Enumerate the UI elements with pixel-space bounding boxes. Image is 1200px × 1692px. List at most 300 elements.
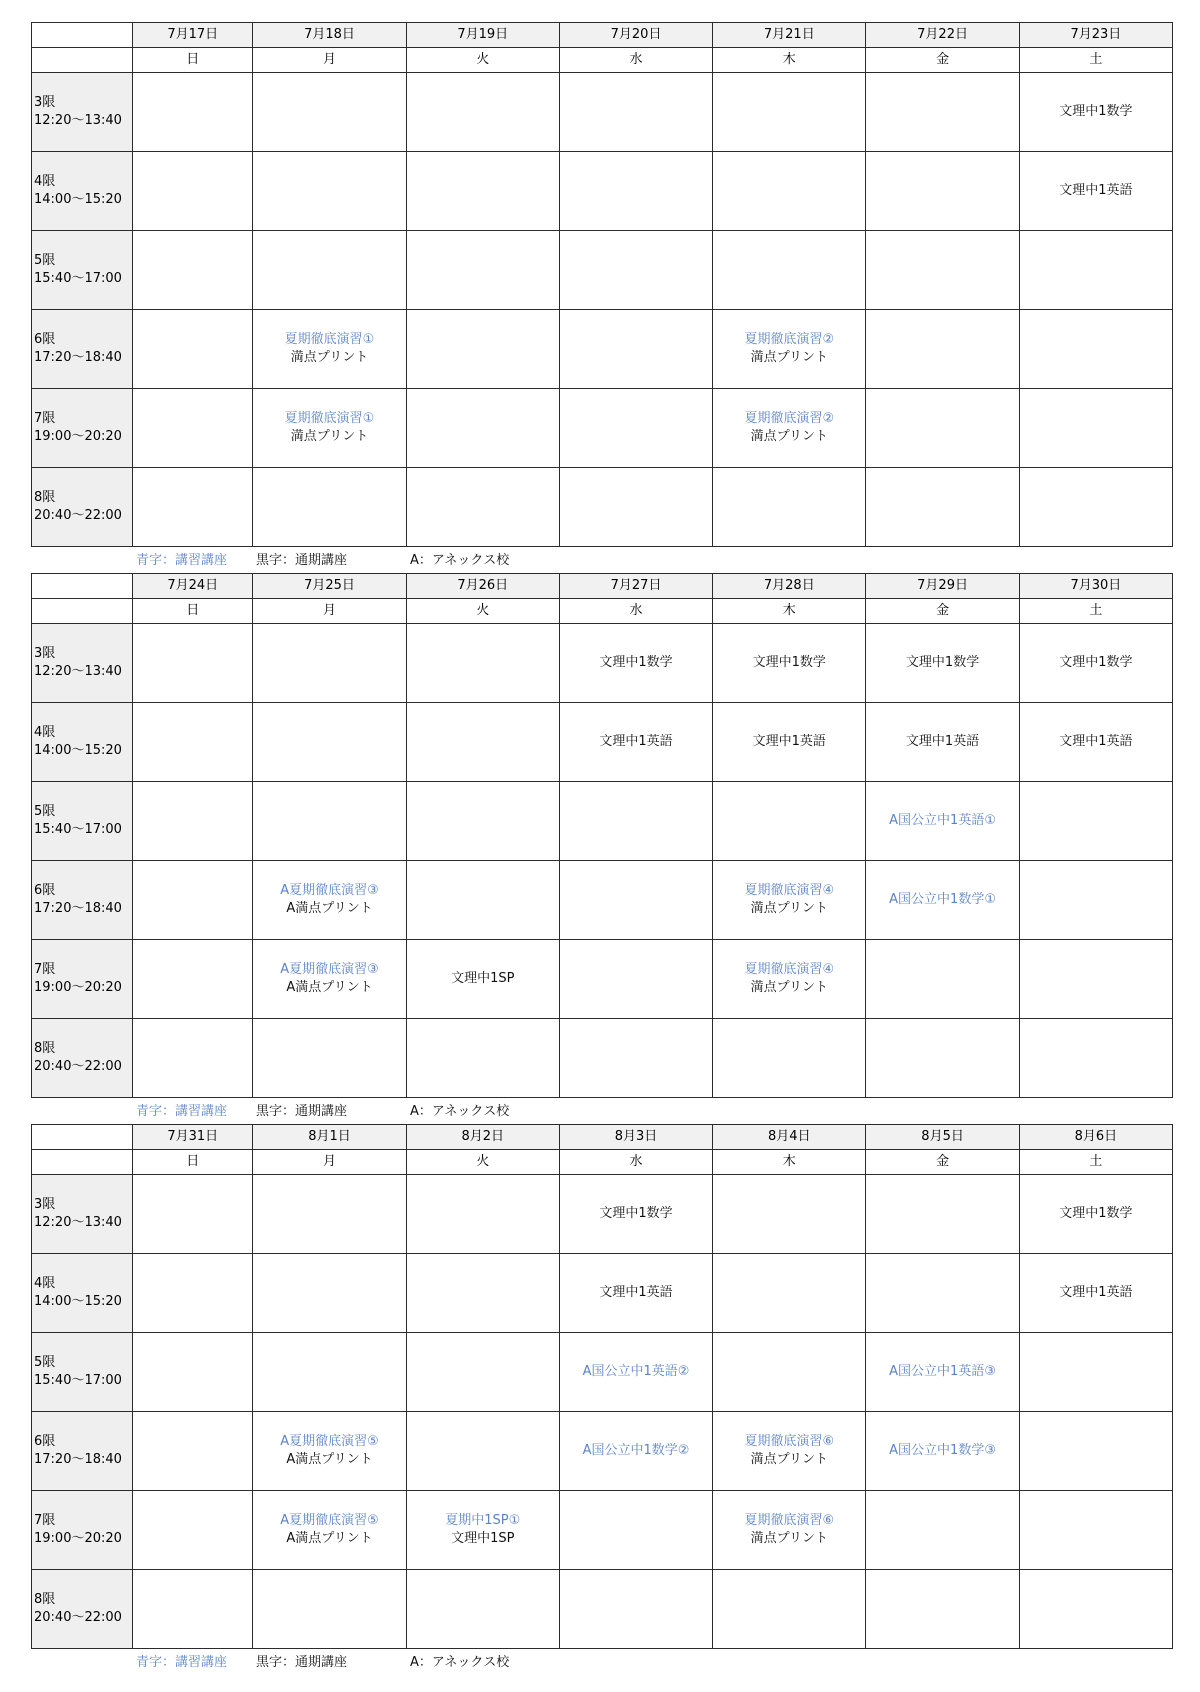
date-header: 8月2日 [406, 1125, 559, 1150]
seasonal-course: A国公立中1英語② [582, 1364, 690, 1379]
seasonal-course: 夏期徹底演習② [744, 411, 835, 426]
schedule-cell [559, 152, 712, 231]
period-name: 3限 [34, 1197, 56, 1212]
schedule-cell [406, 73, 559, 152]
schedule-cell [1019, 703, 1172, 782]
schedule-cell [1019, 389, 1172, 468]
schedule-cell [713, 1570, 866, 1649]
regular-course: 文理中1英語 [1059, 734, 1133, 749]
period-time: 14:00～15:20 [34, 743, 122, 758]
weekday-header: 木 [713, 48, 866, 73]
schedule-cell [406, 861, 559, 940]
schedule-cell [406, 1412, 559, 1491]
schedule-cell [133, 231, 253, 310]
schedule-cell [866, 703, 1019, 782]
week-schedule-3 [31, 1124, 1173, 1649]
schedule-cell [713, 940, 866, 1019]
corner-cell [32, 48, 133, 73]
date-header: 7月31日 [133, 1125, 253, 1150]
schedule-cell [713, 389, 866, 468]
schedule-cell [713, 1175, 866, 1254]
weekday-header: 日 [133, 599, 253, 624]
schedule-cell [133, 310, 253, 389]
period-label [32, 1175, 133, 1254]
regular-course: 文理中1英語 [905, 734, 980, 749]
schedule-cell [406, 1491, 559, 1570]
period-name: 5限 [34, 1355, 56, 1370]
seasonal-course: A夏期徹底演習③ [280, 883, 379, 898]
period-name: 3限 [34, 646, 56, 661]
legend-annex-label: A：アネックス校 [410, 1655, 510, 1670]
schedule-cell [713, 1254, 866, 1333]
schedule-cell [133, 1019, 253, 1098]
period-label [32, 152, 133, 231]
regular-course: 文理中1SP [451, 1531, 515, 1546]
schedule-cell [253, 1254, 406, 1333]
schedule-cell [133, 389, 253, 468]
schedule-cell [253, 231, 406, 310]
schedule-cell [559, 940, 712, 1019]
period-time: 12:20～13:40 [34, 113, 122, 128]
schedule-cell [866, 231, 1019, 310]
regular-course: 満点プリント [290, 429, 369, 444]
period-time: 15:40～17:00 [34, 1373, 122, 1388]
schedule-cell [713, 73, 866, 152]
period-name: 8限 [34, 1592, 56, 1607]
regular-course: A満点プリント [286, 980, 373, 995]
schedule-cell [713, 703, 866, 782]
period-label [32, 1491, 133, 1570]
weekday-header: 月 [253, 48, 406, 73]
schedule-cell [866, 1019, 1019, 1098]
weekday-header: 火 [406, 599, 559, 624]
schedule-cell [866, 468, 1019, 547]
seasonal-course: 夏期徹底演習⑥ [744, 1434, 835, 1449]
schedule-cell [713, 152, 866, 231]
schedule-cell [133, 703, 253, 782]
schedule-cell [133, 940, 253, 1019]
date-header: 7月30日 [1019, 574, 1172, 599]
period-time: 19:00～20:20 [34, 980, 122, 995]
schedule-cell [406, 1254, 559, 1333]
date-header: 7月18日 [253, 23, 406, 48]
schedule-cell [559, 1175, 712, 1254]
schedule-cell [713, 1412, 866, 1491]
schedule-cell [713, 1491, 866, 1570]
seasonal-course: A夏期徹底演習⑤ [280, 1434, 379, 1449]
schedule-cell [253, 1019, 406, 1098]
date-header: 7月27日 [559, 574, 712, 599]
regular-course: A満点プリント [286, 1531, 373, 1546]
timetable [31, 1124, 1173, 1649]
schedule-cell [559, 468, 712, 547]
schedule-cell [253, 782, 406, 861]
period-label [32, 310, 133, 389]
schedule-cell [133, 782, 253, 861]
period-time: 12:20～13:40 [34, 1215, 122, 1230]
weekday-header: 月 [253, 599, 406, 624]
seasonal-course: 夏期徹底演習② [744, 332, 835, 347]
schedule-cell [133, 1570, 253, 1649]
period-time: 19:00～20:20 [34, 1531, 122, 1546]
period-label [32, 703, 133, 782]
date-header: 7月21日 [713, 23, 866, 48]
schedule-cell [1019, 1412, 1172, 1491]
period-label [32, 940, 133, 1019]
legend-annex-label: A：アネックス校 [410, 553, 510, 568]
regular-course: 文理中1数学 [1059, 655, 1133, 670]
schedule-cell [559, 389, 712, 468]
period-time: 19:00～20:20 [34, 429, 122, 444]
period-row [32, 389, 1173, 468]
schedule-cell [406, 703, 559, 782]
weekday-header: 水 [559, 48, 712, 73]
schedule-cell [559, 1491, 712, 1570]
seasonal-course: 夏期徹底演習① [284, 411, 375, 426]
schedule-cell [866, 389, 1019, 468]
schedule-cell [133, 1175, 253, 1254]
seasonal-course: 夏期中1SP① [445, 1513, 521, 1528]
schedule-cell [253, 1333, 406, 1412]
seasonal-course: A国公立中1数学② [582, 1443, 690, 1458]
date-header: 7月22日 [866, 23, 1019, 48]
schedule-cell [133, 1412, 253, 1491]
date-header: 7月26日 [406, 574, 559, 599]
schedule-cell [866, 624, 1019, 703]
weekday-header: 月 [253, 1150, 406, 1175]
period-row [32, 861, 1173, 940]
date-header: 8月1日 [253, 1125, 406, 1150]
period-name: 6限 [34, 332, 56, 347]
regular-course: A満点プリント [286, 901, 373, 916]
period-row [32, 1491, 1173, 1570]
legend-black-label: 黒字：通期講座 [256, 1655, 348, 1670]
period-label [32, 468, 133, 547]
schedule-cell [253, 861, 406, 940]
schedule-cell [406, 1333, 559, 1412]
period-row [32, 468, 1173, 547]
schedule-cell [1019, 624, 1172, 703]
schedule-cell [133, 73, 253, 152]
period-label [32, 231, 133, 310]
timetable [31, 573, 1173, 1098]
corner-cell [32, 23, 133, 48]
date-header: 7月19日 [406, 23, 559, 48]
schedule-cell [559, 861, 712, 940]
period-row [32, 1254, 1173, 1333]
schedule-cell [559, 1412, 712, 1491]
period-label [32, 73, 133, 152]
period-time: 14:00～15:20 [34, 192, 122, 207]
weekday-header: 金 [866, 48, 1019, 73]
date-header: 8月3日 [559, 1125, 712, 1150]
schedule-cell [866, 940, 1019, 1019]
period-row [32, 310, 1173, 389]
weekday-header: 日 [133, 48, 253, 73]
schedule-cell [253, 73, 406, 152]
regular-course: 満点プリント [750, 1452, 829, 1467]
date-header: 7月28日 [713, 574, 866, 599]
schedule-cell [866, 782, 1019, 861]
period-name: 8限 [34, 1041, 56, 1056]
schedule-cell [866, 1412, 1019, 1491]
schedule-cell [866, 1254, 1019, 1333]
regular-course: 文理中1数学 [1059, 104, 1133, 119]
schedule-cell [866, 1491, 1019, 1570]
period-time: 15:40～17:00 [34, 822, 122, 837]
schedule-cell [1019, 1333, 1172, 1412]
legend-blue-label: 青字：講習講座 [136, 1104, 228, 1119]
seasonal-course: A国公立中1数学③ [889, 1443, 996, 1458]
schedule-cell [253, 1412, 406, 1491]
period-time: 20:40～22:00 [34, 1610, 122, 1625]
seasonal-course: A夏期徹底演習⑤ [280, 1513, 379, 1528]
regular-course: 満点プリント [750, 350, 829, 365]
schedule-cell [866, 73, 1019, 152]
date-header: 7月17日 [133, 23, 253, 48]
regular-course: 満点プリント [290, 350, 369, 365]
schedule-cell [406, 624, 559, 703]
weekday-header: 日 [133, 1150, 253, 1175]
regular-course: A満点プリント [286, 1452, 373, 1467]
schedule-cell [1019, 1019, 1172, 1098]
schedule-cell [559, 1254, 712, 1333]
schedule-cell [713, 782, 866, 861]
schedule-cell [253, 1491, 406, 1570]
schedule-cell [406, 940, 559, 1019]
period-row [32, 782, 1173, 861]
schedule-cell [253, 703, 406, 782]
regular-course: 文理中1数学 [1059, 1206, 1133, 1221]
date-header: 7月23日 [1019, 23, 1172, 48]
schedule-cell [406, 231, 559, 310]
period-time: 20:40～22:00 [34, 508, 122, 523]
weekday-header: 木 [713, 599, 866, 624]
schedule-cell [559, 1570, 712, 1649]
schedule-cell [1019, 782, 1172, 861]
schedule-cell [559, 624, 712, 703]
regular-course: 文理中1数学 [905, 655, 980, 670]
regular-course: 文理中1英語 [599, 1285, 673, 1300]
regular-course: 文理中1英語 [1059, 183, 1133, 198]
period-time: 15:40～17:00 [34, 271, 122, 286]
legend-blue-label: 青字：講習講座 [136, 553, 228, 568]
week-schedule-2 [31, 573, 1173, 1098]
seasonal-course: 夏期徹底演習① [284, 332, 375, 347]
regular-course: 満点プリント [750, 901, 829, 916]
schedule-cell [713, 310, 866, 389]
schedule-cell [253, 468, 406, 547]
regular-course: 文理中1SP [451, 971, 515, 986]
schedule-cell [406, 782, 559, 861]
weekday-header: 土 [1019, 48, 1172, 73]
period-time: 17:20～18:40 [34, 1452, 122, 1467]
schedule-cell [866, 152, 1019, 231]
regular-course: 満点プリント [750, 1531, 829, 1546]
schedule-cell [133, 152, 253, 231]
schedule-cell [406, 1570, 559, 1649]
schedule-cell [1019, 1254, 1172, 1333]
period-row [32, 624, 1173, 703]
schedule-cell [133, 1333, 253, 1412]
period-name: 5限 [34, 253, 56, 268]
schedule-cell [133, 861, 253, 940]
date-header: 7月29日 [866, 574, 1019, 599]
weekday-header: 火 [406, 1150, 559, 1175]
period-time: 17:20～18:40 [34, 350, 122, 365]
seasonal-course: A国公立中1数学① [889, 892, 996, 907]
schedule-cell [559, 231, 712, 310]
period-row [32, 1333, 1173, 1412]
period-name: 7限 [34, 1513, 56, 1528]
weekday-header: 土 [1019, 1150, 1172, 1175]
schedule-cell [253, 152, 406, 231]
schedule-cell [1019, 152, 1172, 231]
legend-black-label: 黒字：通期講座 [256, 553, 348, 568]
period-name: 3限 [34, 95, 56, 110]
schedule-cell [133, 624, 253, 703]
schedule-cell [559, 73, 712, 152]
schedule-cell [253, 1175, 406, 1254]
schedule-cell [1019, 1570, 1172, 1649]
seasonal-course: A国公立中1英語① [889, 813, 996, 828]
schedule-cell [713, 1019, 866, 1098]
schedule-cell [1019, 231, 1172, 310]
period-label [32, 1570, 133, 1649]
weekday-header: 水 [559, 1150, 712, 1175]
weekday-header: 土 [1019, 599, 1172, 624]
period-name: 8限 [34, 490, 56, 505]
schedule-cell [1019, 73, 1172, 152]
regular-course: 文理中1数学 [752, 655, 826, 670]
period-row [32, 1412, 1173, 1491]
period-label [32, 782, 133, 861]
schedule-cell [559, 1333, 712, 1412]
date-header: 7月25日 [253, 574, 406, 599]
schedule-cell [253, 624, 406, 703]
schedule-cell [133, 468, 253, 547]
schedule-cell [866, 1333, 1019, 1412]
schedule-cell [406, 1019, 559, 1098]
period-label [32, 389, 133, 468]
corner-cell [32, 1125, 133, 1150]
schedule-cell [866, 1570, 1019, 1649]
period-name: 6限 [34, 883, 56, 898]
schedule-cell [133, 1254, 253, 1333]
regular-course: 文理中1数学 [599, 655, 673, 670]
seasonal-course: 夏期徹底演習④ [744, 883, 835, 898]
schedule-cell [406, 152, 559, 231]
schedule-cell [253, 940, 406, 1019]
weekday-header: 金 [866, 599, 1019, 624]
period-name: 4限 [34, 725, 56, 740]
period-row [32, 1175, 1173, 1254]
period-name: 7限 [34, 962, 56, 977]
period-name: 4限 [34, 1276, 56, 1291]
schedule-cell [406, 389, 559, 468]
weekday-header: 水 [559, 599, 712, 624]
period-row [32, 940, 1173, 1019]
period-name: 4限 [34, 174, 56, 189]
weekday-header: 火 [406, 48, 559, 73]
regular-course: 文理中1英語 [599, 734, 673, 749]
legend-annex-label: A：アネックス校 [410, 1104, 510, 1119]
period-row [32, 703, 1173, 782]
schedule-cell [866, 1175, 1019, 1254]
schedule-cell [1019, 940, 1172, 1019]
corner-cell [32, 1150, 133, 1175]
period-time: 12:20～13:40 [34, 664, 122, 679]
period-label [32, 1019, 133, 1098]
legend-black-label: 黒字：通期講座 [256, 1104, 348, 1119]
period-label [32, 1254, 133, 1333]
schedule-cell [253, 310, 406, 389]
legend-blue-label: 青字：講習講座 [136, 1655, 228, 1670]
schedule-cell [559, 703, 712, 782]
schedule-cell [713, 861, 866, 940]
schedule-cell [253, 389, 406, 468]
period-row [32, 1570, 1173, 1649]
period-name: 6限 [34, 1434, 56, 1449]
period-row [32, 152, 1173, 231]
schedule-cell [713, 624, 866, 703]
schedule-cell [1019, 1175, 1172, 1254]
regular-course: 満点プリント [750, 980, 829, 995]
schedule-cell [713, 1333, 866, 1412]
corner-cell [32, 574, 133, 599]
period-label [32, 624, 133, 703]
regular-course: 文理中1英語 [752, 734, 826, 749]
period-label [32, 861, 133, 940]
schedule-cell [559, 782, 712, 861]
regular-course: 満点プリント [750, 429, 829, 444]
seasonal-course: A夏期徹底演習③ [280, 962, 379, 977]
schedule-cell [559, 310, 712, 389]
period-row [32, 1019, 1173, 1098]
regular-course: 文理中1英語 [1059, 1285, 1133, 1300]
schedule-cell [713, 468, 866, 547]
schedule-cell [559, 1019, 712, 1098]
week-schedule-1 [31, 22, 1173, 547]
schedule-cell [866, 310, 1019, 389]
schedule-cell [866, 861, 1019, 940]
schedule-cell [1019, 1491, 1172, 1570]
period-label [32, 1412, 133, 1491]
weekday-header: 木 [713, 1150, 866, 1175]
period-time: 14:00～15:20 [34, 1294, 122, 1309]
schedule-cell [406, 310, 559, 389]
period-time: 17:20～18:40 [34, 901, 122, 916]
weekday-header: 金 [866, 1150, 1019, 1175]
schedule-cell [1019, 861, 1172, 940]
date-header: 7月24日 [133, 574, 253, 599]
schedule-cell [1019, 468, 1172, 547]
schedule-cell [1019, 310, 1172, 389]
date-header: 7月20日 [559, 23, 712, 48]
period-name: 5限 [34, 804, 56, 819]
schedule-cell [406, 468, 559, 547]
date-header: 8月6日 [1019, 1125, 1172, 1150]
seasonal-course: A国公立中1英語③ [889, 1364, 996, 1379]
schedule-cell [253, 1570, 406, 1649]
seasonal-course: 夏期徹底演習⑥ [744, 1513, 835, 1528]
period-time: 20:40～22:00 [34, 1059, 122, 1074]
timetable [31, 22, 1173, 547]
schedule-cell [133, 1491, 253, 1570]
period-label [32, 1333, 133, 1412]
period-row [32, 231, 1173, 310]
date-header: 8月4日 [713, 1125, 866, 1150]
